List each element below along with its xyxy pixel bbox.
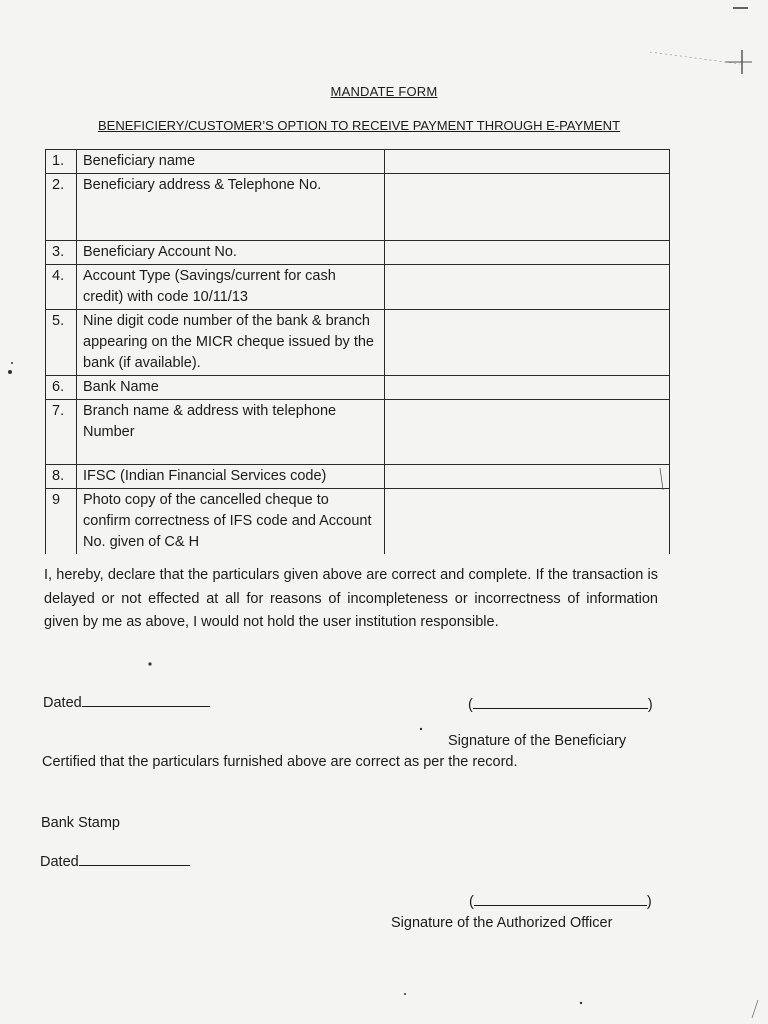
row-value-field[interactable] [385, 465, 670, 489]
declaration-text: I, hereby, declare that the particulars given above are correct and complete. If the transaction is delayed or not effected at all for reasons of incompleteness or incorrectness of information given by me as above, I would not hold the user institution responsible. [44, 567, 658, 630]
row-value-field[interactable] [385, 174, 670, 241]
officer-signature-label: Signature of the Authorized Officer [391, 915, 613, 931]
dated-label: Dated [43, 695, 82, 711]
table-row [46, 174, 670, 241]
row-value-field[interactable] [385, 310, 670, 376]
table-row [46, 465, 670, 489]
row-label: Beneficiary name [77, 150, 385, 174]
table-row [46, 489, 670, 555]
form-subtitle: BENEFICIERY/CUSTOMER’S OPTION TO RECEIVE PAYMENT THROUGH E-PAYMENT [98, 118, 621, 133]
bracket-open: ( [468, 697, 473, 713]
row-value-field[interactable] [385, 376, 670, 400]
scan-speck [420, 728, 422, 730]
beneficiary-date-line [43, 692, 210, 711]
scan-speck [580, 1002, 582, 1004]
row-value-field[interactable] [385, 400, 670, 465]
row-number: 6. [46, 376, 77, 400]
row-label: Bank Name [77, 376, 385, 400]
signature-blank[interactable] [474, 891, 647, 906]
row-label: Branch name & address with telephone Number [77, 400, 385, 465]
row-number: 9 [46, 489, 77, 555]
row-number: 8. [46, 465, 77, 489]
row-number: 1. [46, 150, 77, 174]
beneficiary-signature-box [468, 694, 653, 713]
row-label: Account Type (Savings/current for cash credit) with code 10/11/13 [77, 265, 385, 310]
bank-stamp-label: Bank Stamp [41, 815, 120, 831]
bracket-close: ) [647, 697, 653, 713]
scan-mark [650, 52, 740, 64]
table-row [46, 150, 670, 174]
row-label: IFSC (Indian Financial Services code) [77, 465, 385, 489]
row-number: 5. [46, 310, 77, 376]
row-value-field[interactable] [385, 265, 670, 310]
beneficiary-signature-label: Signature of the Beneficiary [448, 733, 627, 749]
row-label: Beneficiary address & Telephone No. [77, 174, 385, 241]
row-value-field[interactable] [385, 489, 670, 555]
row-label: Photo copy of the cancelled cheque to confirm correctness of IFS code and Account No. given of C& H [77, 489, 385, 555]
row-label: Beneficiary Account No. [77, 241, 385, 265]
row-number: 4. [46, 265, 77, 310]
table-row [46, 376, 670, 400]
row-number: 3. [46, 241, 77, 265]
scan-speck [8, 370, 12, 374]
scan-speck [148, 662, 151, 665]
date-blank[interactable] [82, 692, 210, 707]
bracket-open: ( [469, 894, 474, 910]
row-label: Nine digit code number of the bank & branch appearing on the MICR cheque issued by the bank (if available). [77, 310, 385, 376]
dated-label: Dated [40, 854, 79, 870]
beneficiary-details-table [45, 149, 670, 554]
form-title: MANDATE FORM [330, 84, 438, 99]
table-row [46, 310, 670, 376]
date-blank[interactable] [79, 851, 190, 866]
officer-signature-box [469, 891, 652, 910]
scan-speck [11, 362, 13, 364]
row-value-field[interactable] [385, 150, 670, 174]
row-number: 2. [46, 174, 77, 241]
bracket-close: ) [646, 894, 652, 910]
officer-date-line [40, 851, 190, 870]
row-value-field[interactable] [385, 241, 670, 265]
row-number: 7. [46, 400, 77, 465]
certification-text: Certified that the particulars furnished above are correct as per the record. [42, 754, 518, 770]
scan-speck [404, 993, 406, 995]
table-row [46, 265, 670, 310]
signature-blank[interactable] [473, 694, 648, 709]
table-row [46, 400, 670, 465]
scan-mark [752, 1000, 758, 1018]
table-row [46, 241, 670, 265]
